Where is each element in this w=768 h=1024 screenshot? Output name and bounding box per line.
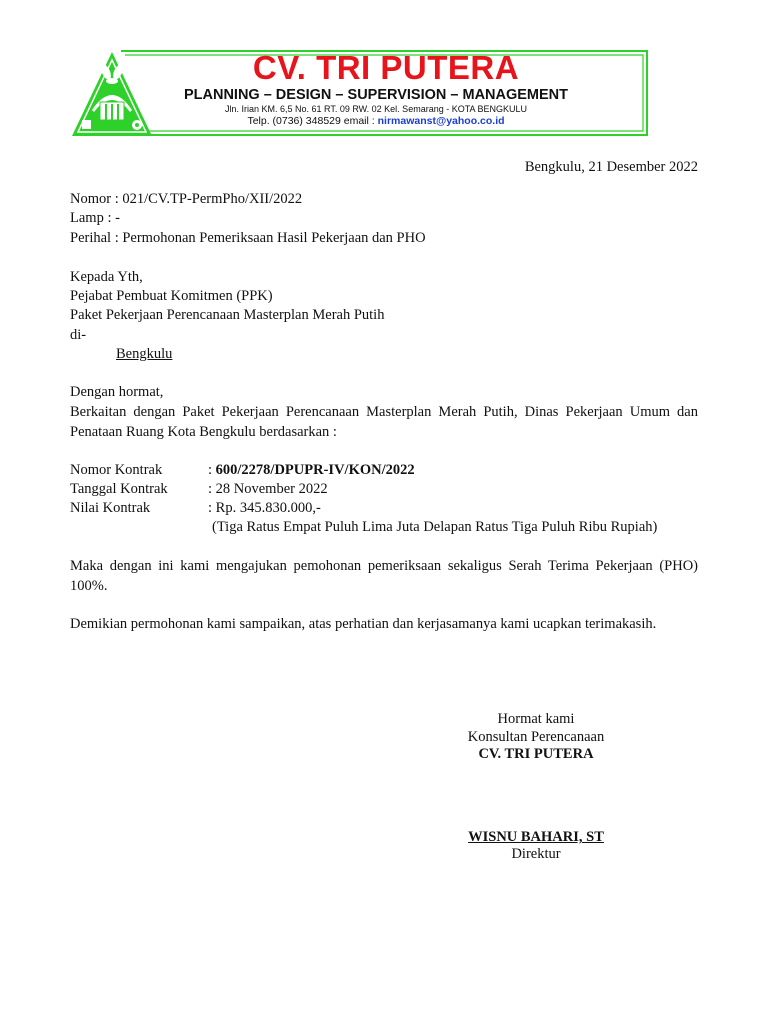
- recipient-city: Bengkulu: [116, 346, 173, 362]
- contract-value: : Rp. 345.830.000,-: [208, 500, 321, 516]
- company-logo: [70, 50, 154, 138]
- letter-number: Nomor : 021/CV.TP-PermPho/XII/2022: [70, 191, 303, 207]
- signatory-name: WISNU BAHARI, ST: [468, 829, 604, 845]
- request-paragraph: Maka dengan ini kami mengajukan pemohonan pemeriksaan sekaligus Serah Terima Pekerjaan (PHO) 100%.: [70, 558, 698, 594]
- contract-date-value: : 28 November 2022: [208, 481, 328, 497]
- recipient-di: di-: [70, 327, 87, 343]
- contract-number-label: Nomor Kontrak: [70, 462, 163, 478]
- contract-number: : 600/2278/DPUPR-IV/KON/2022: [208, 462, 415, 478]
- contact-phone: Telp. (0736) 348529 email :: [247, 115, 378, 127]
- signature-role: Konsultan Perencanaan: [467, 729, 605, 745]
- company-contact: [160, 114, 592, 128]
- signature-salutation: Hormat kami: [497, 711, 575, 727]
- company-services: PLANNING – DESIGN – SUPERVISION – MANAGEMENT: [183, 87, 569, 103]
- closing-paragraph: Demikian permohonan kami sampaikan, atas perhatian dan kerjasamanya kami ucapkan terimakasih.: [70, 616, 657, 632]
- company-name: CV. TRI PUTERA: [252, 49, 520, 86]
- contract-number-value: 600/2278/DPUPR-IV/KON/2022: [215, 462, 415, 478]
- greeting: Dengan hormat,: [70, 384, 164, 400]
- contract-value-words: (Tiga Ratus Empat Puluh Lima Juta Delapan Ratus Tiga Puluh Ribu Rupiah): [212, 519, 658, 535]
- recipient-office: Pejabat Pembuat Komitmen (PPK): [70, 288, 273, 304]
- contract-value-label: Nilai Kontrak: [70, 500, 151, 516]
- letter-attachment: Lamp : -: [70, 210, 120, 226]
- recipient-package: Paket Pekerjaan Perencanaan Masterplan Merah Putih: [70, 307, 385, 323]
- signatory-title: Direktur: [511, 846, 561, 862]
- intro-paragraph: Berkaitan dengan Paket Pekerjaan Perencanaan Masterplan Merah Putih, Dinas Pekerjaan Umum dan Penataan Ruang Kota Bengkulu berdasarkan :: [70, 404, 698, 440]
- company-address: Jln. Irian KM. 6,5 No. 61 RT. 09 RW. 02 Kel. Semarang - KOTA BENGKULU: [224, 104, 528, 114]
- recipient-salutation: Kepada Yth,: [70, 269, 143, 285]
- letter-date: Bengkulu, 21 Desember 2022: [524, 159, 698, 175]
- signature-company: CV. TRI PUTERA: [478, 746, 594, 762]
- contact-email: nirmawanst@yahoo.co.id: [377, 115, 505, 127]
- contract-date-label: Tanggal Kontrak: [70, 481, 168, 497]
- letter-subject: Perihal : Permohonan Pemeriksaan Hasil Pekerjaan dan PHO: [70, 230, 426, 246]
